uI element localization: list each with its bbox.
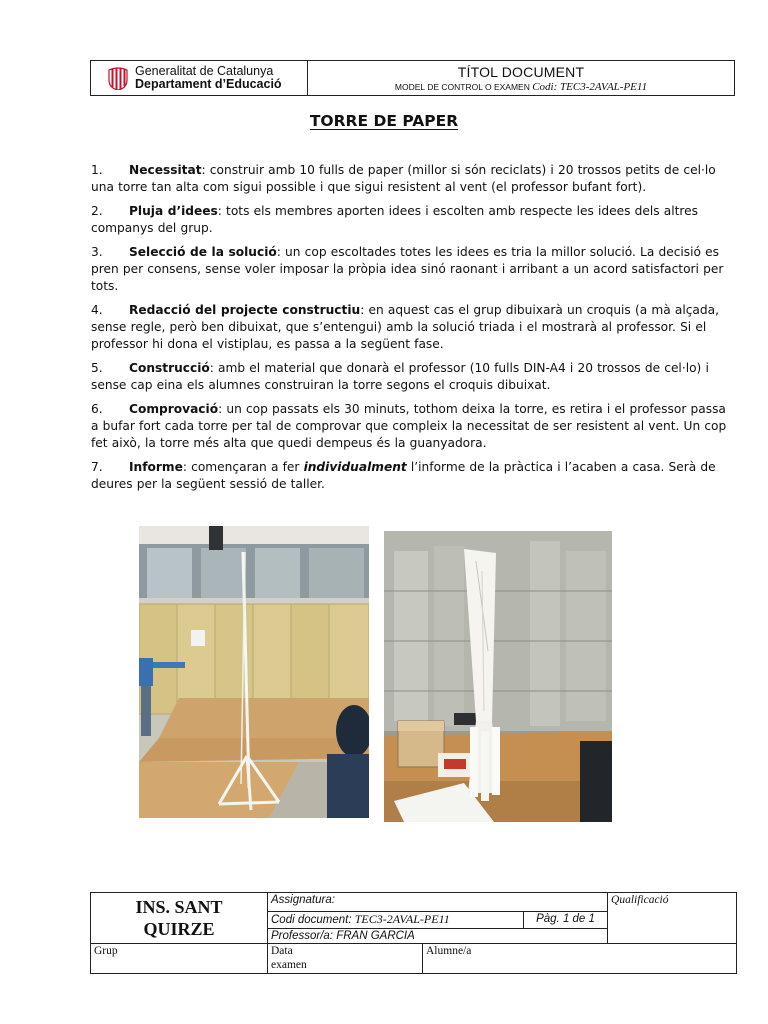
step-heading: Necessitat [129, 163, 202, 177]
professor-cell [268, 929, 608, 944]
footer-table [90, 892, 737, 974]
data-examen-cell [268, 944, 423, 974]
step-item [91, 244, 736, 296]
grup-cell [91, 944, 268, 974]
step-text: : començaran a fer [182, 460, 304, 475]
steps-list [91, 162, 736, 500]
codi-document-value: TEC3-2AVAL-PE11 [354, 912, 450, 926]
step-text: : construir amb 10 fulls de paper (millor si són reciclats) i 20 trossos petits de cel·lo una torre tan alta com sigui possible i que sigui resistent al vent (el professor bufant fort). [91, 163, 716, 195]
step-emphasis: individualment [303, 460, 407, 475]
page-number: Pàg. 1 de 1 [536, 913, 595, 925]
step-number: 5. [91, 361, 103, 376]
step-text: : amb el material que donarà el professor (10 fulls DIN-A4 i 20 trossos de cel·lo) i sense cap eina els alumnes construiran la torre segons el croquis dibuixat. [91, 361, 709, 393]
step-number: 4. [91, 302, 103, 317]
alumne-cell [423, 944, 737, 974]
photo-rolled-tower [384, 531, 612, 822]
step-heading: Redacció del projecte constructiu [129, 302, 361, 317]
step-heading: Pluja d’idees [129, 203, 218, 218]
alumne-label: Alumne/a [426, 945, 472, 957]
model-label: MODEL DE CONTROL O EXAMEN [394, 81, 530, 92]
org-name-line1: Generalitat de Catalunya [135, 64, 274, 78]
photo-tripod-tower [139, 526, 369, 818]
step-heading: Informe [129, 460, 183, 475]
grup-label: Grup [94, 945, 118, 957]
step-number: 3. [91, 244, 103, 259]
data-label: Data [271, 945, 293, 957]
step-item [91, 162, 736, 196]
examen-label: examen [271, 959, 307, 971]
step-item [91, 203, 736, 237]
page-title: TORRE DE PAPER [309, 112, 459, 130]
org-name-line2: Departament d’Educació [135, 77, 282, 91]
professor-label: Professor/a: [271, 930, 333, 942]
document-title: TÍTOL DOCUMENT [457, 63, 585, 80]
step-heading: Selecció de la solució [129, 244, 277, 259]
header-title-cell [308, 61, 734, 95]
assignatura-label: Assignatura: [271, 894, 335, 906]
step-text: l’informe de la pràctica i l’acaben a casa. Serà de deures per la següent sessió de taller. [91, 460, 716, 492]
codi-document-cell [268, 912, 524, 929]
professor-value: FRAN GARCIA [336, 930, 415, 942]
generalitat-logo-cell [91, 61, 308, 95]
step-heading: Comprovació [129, 401, 219, 416]
senyera-logo-icon [107, 66, 129, 90]
step-heading: Construcció [129, 361, 210, 376]
school-name-line1: INS. SANT [135, 897, 223, 917]
assignatura-cell [268, 893, 608, 912]
step-item [91, 360, 736, 394]
school-name-line2: QUIRZE [143, 919, 215, 939]
step-number: 2. [91, 203, 103, 218]
step-item [91, 459, 736, 493]
step-text: : tots els membres aporten idees i escolten amb respecte les idees dels altres companys del grup. [91, 203, 699, 236]
step-text: : un cop passats els 30 minuts, tothom deixa la torre, es retira i el professor passa a bufar fort cada torre per tal de comprovar que compleix la necessitat de ser resistent al vent. Un cop fet això, la torre més alta que quedi dempeus és la guanyadora. [91, 401, 727, 451]
qualificacio-label: Qualificació [611, 894, 669, 906]
codi-document-label: Codi document: [271, 914, 352, 926]
document-subtitle [395, 81, 647, 93]
codi-label: Codi: [532, 80, 558, 93]
step-item [91, 401, 736, 453]
document-header [90, 60, 735, 96]
school-name-cell [91, 893, 268, 944]
qualificacio-cell [608, 893, 737, 944]
codi-value: TEC3-2AVAL-PE11 [560, 80, 648, 93]
step-number: 1. [91, 163, 103, 177]
step-number: 6. [91, 401, 103, 416]
step-text: : un cop escoltades totes les idees es tria la millor solució. La decisió es pren per consens, sense voler imposar la pròpia idea sinó raonant i arribant a un acord satisfactori per tots. [91, 244, 724, 294]
step-number: 7. [91, 460, 103, 475]
step-text: : en aquest cas el grup dibuixarà un croquis (a mà alçada, sense regle, però ben dibuixat, que s’entengui) amb la solució triada i el mostrarà al professor. Si el professor hi dona el vistiplau, es passa a la següent fase. [91, 302, 719, 352]
page-number-cell [524, 912, 608, 929]
step-item [91, 302, 736, 354]
